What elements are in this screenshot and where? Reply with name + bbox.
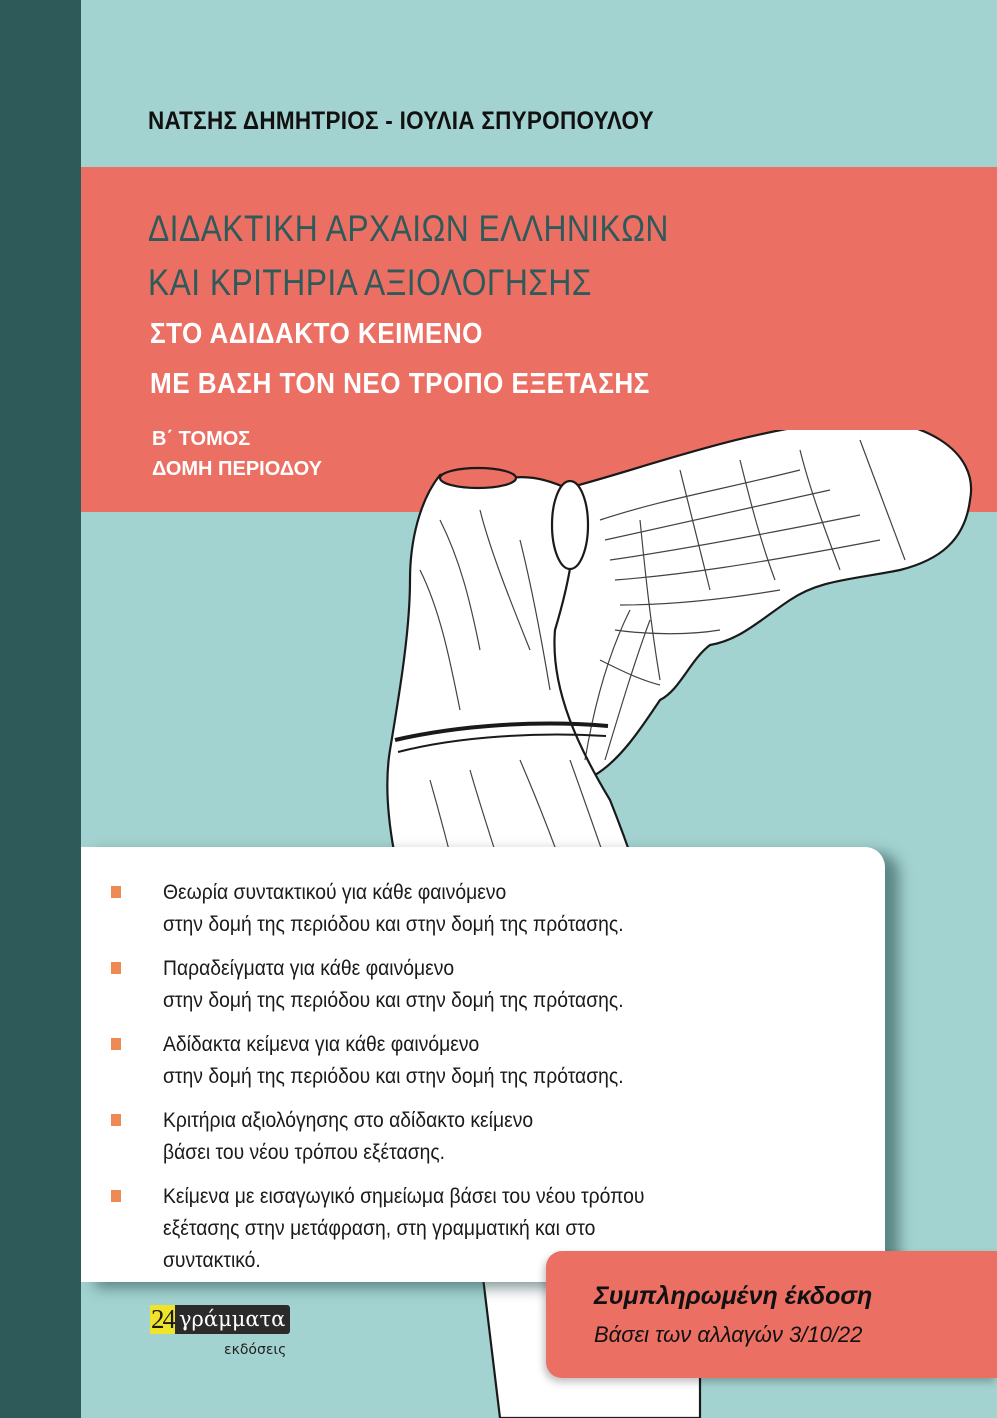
- feature-text: Θεωρία συντακτικού για κάθε φαινόμενο: [163, 881, 507, 904]
- feature-item: [109, 953, 869, 1017]
- subtitle-line-1: ΣΤΟ ΑΔΙΔΑΚΤΟ ΚΕΙΜΕΝΟ: [150, 318, 483, 350]
- feature-text: βάσει του νέου τρόπου εξέτασης.: [163, 1141, 446, 1164]
- edition-title: Συμπληρωμένη έκδοση: [594, 1282, 873, 1310]
- feature-text: Αδίδακτα κείμενα για κάθε φαινόμενο: [163, 1033, 480, 1056]
- publisher-name: γράμματα: [175, 1305, 290, 1334]
- volume-label: Β΄ ΤΟΜΟΣ: [152, 428, 251, 450]
- edition-subtitle: Βάσει των αλλαγών 3/10/22: [594, 1322, 863, 1347]
- feature-text: Κριτήρια αξιολόγησης στο αδίδακτο κείμενο: [163, 1109, 534, 1132]
- feature-item: [109, 1105, 869, 1169]
- feature-text: στην δομή της περιόδου και στην δομή της πρότασης.: [163, 989, 624, 1012]
- feature-item: [109, 877, 869, 941]
- feature-text: Κείμενα με εισαγωγικό σημείωμα βάσει του νέου τρόπου: [163, 1185, 645, 1208]
- volume-topic: ΔΟΜΗ ΠΕΡΙΟΔΟΥ: [152, 458, 322, 480]
- bullet-square-icon: [111, 1114, 121, 1126]
- feature-text: στην δομή της περιόδου και στην δομή της πρότασης.: [163, 913, 624, 936]
- feature-text: στην δομή της περιόδου και στην δομή της πρότασης.: [163, 1065, 624, 1088]
- features-list: [109, 877, 869, 1289]
- feature-text: εξέτασης στην μετάφραση, στη γραμματική και στο: [163, 1217, 596, 1240]
- feature-text: Παραδείγματα για κάθε φαινόμενο: [163, 957, 455, 980]
- bullet-square-icon: [111, 886, 121, 898]
- bullet-square-icon: [111, 1190, 121, 1202]
- title-line-2: ΚΑΙ ΚΡΙΤΗΡΙΑ ΑΞΙΟΛΟΓΗΣΗΣ: [148, 262, 592, 303]
- book-spine: [0, 0, 81, 1418]
- title-line-1: ΔΙΔΑΚΤΙΚΗ ΑΡΧΑΙΩΝ ΕΛΛΗΝΙΚΩΝ: [148, 208, 669, 249]
- feature-text: συντακτικό.: [163, 1249, 261, 1272]
- bullet-square-icon: [111, 962, 121, 974]
- publisher-logo: [150, 1304, 290, 1358]
- bullet-square-icon: [111, 1038, 121, 1050]
- subtitle-line-2: ΜΕ ΒΑΣΗ ΤΟΝ ΝΕΟ ΤΡΟΠΟ ΕΞΕΤΑΣΗΣ: [150, 368, 650, 400]
- features-card: [81, 847, 885, 1282]
- authors: ΝΑΤΣΗΣ ΔΗΜΗΤΡΙΟΣ - ΙΟΥΛΙΑ ΣΠΥΡΟΠΟΥΛΟΥ: [148, 107, 654, 135]
- publisher-number: 24: [151, 1304, 174, 1334]
- edition-badge: [546, 1251, 997, 1378]
- feature-item: [109, 1029, 869, 1093]
- publisher-label: εκδόσεις: [224, 1342, 287, 1358]
